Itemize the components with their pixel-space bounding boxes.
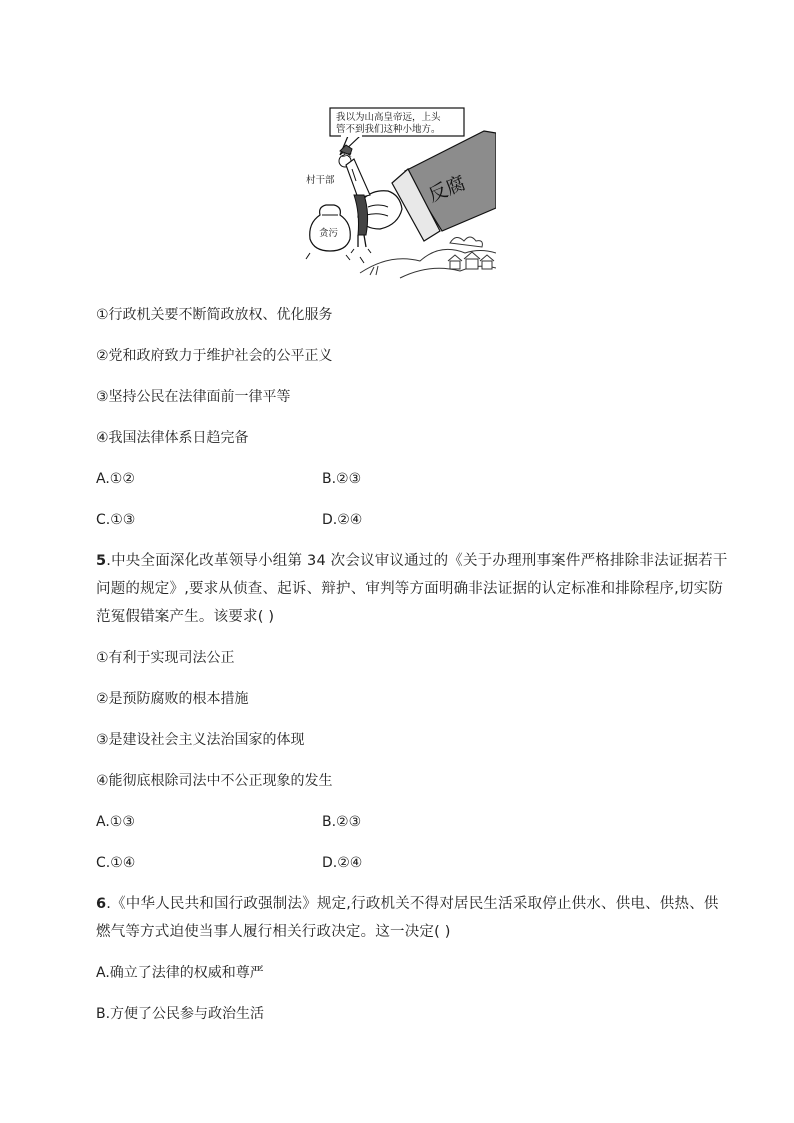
q4-choice-b[interactable]: B.②③ xyxy=(322,471,362,487)
q4-option-1: ①行政机关要不断简政放权、优化服务 xyxy=(96,307,333,323)
q5-choice-c[interactable]: C.①④ xyxy=(96,855,136,871)
q4-option-2: ②党和政府致力于维护社会的公平正义 xyxy=(96,348,333,364)
q5-choice-d[interactable]: D.②④ xyxy=(322,855,363,871)
q6-choice-a[interactable]: A.确立了法律的权威和尊严 xyxy=(96,965,264,981)
q6-stem-line-2: 燃气等方式迫使当事人履行相关行政决定。这一决定( ) xyxy=(96,924,451,940)
q5-stem-line-3: 范冤假错案产生。该要求( ) xyxy=(96,609,275,625)
q4-option-4: ④我国法律体系日趋完备 xyxy=(96,430,249,446)
q4-choice-c[interactable]: C.①③ xyxy=(96,512,136,528)
sleeve-label: 反腐 xyxy=(425,171,469,207)
q5-option-3: ③是建设社会主义法治国家的体现 xyxy=(96,732,305,748)
landscape xyxy=(360,237,496,278)
q5-option-1: ①有利于实现司法公正 xyxy=(96,650,235,666)
anti-corruption-cartoon xyxy=(300,103,496,279)
q5-stem-line-1: 5.中央全面深化改革领导小组第 34 次会议审议通过的《关于办理刑事案件严格排除非法证据若干 xyxy=(96,553,728,569)
money-bag xyxy=(306,205,364,263)
q5-choice-a[interactable]: A.①③ xyxy=(96,814,135,830)
q4-choice-a[interactable]: A.①② xyxy=(96,471,135,487)
bag-label: 贪污 xyxy=(319,228,339,239)
q5-stem-line-2: 问题的规定》,要求从侦查、起诉、辩护、审判等方面明确非法证据的认定标准和排除程序,切实防 xyxy=(96,581,724,597)
anti-corruption-arm xyxy=(358,131,496,241)
q5-choice-b[interactable]: B.②③ xyxy=(322,814,362,830)
q5-option-2: ②是预防腐败的根本措施 xyxy=(96,691,249,707)
speech-line-2: 管不到我们这种小地方。 xyxy=(336,124,441,135)
q6-stem-line-1: 6.《中华人民共和国行政强制法》规定,行政机关不得对居民生活采取停止供水、供电、供热、供 xyxy=(96,896,719,912)
svg-text:z z: z z xyxy=(342,151,352,159)
q4-choice-d[interactable]: D.②④ xyxy=(322,512,363,528)
q6-choice-b[interactable]: B.方便了公民参与政治生活 xyxy=(96,1006,265,1022)
q6-number: 6 xyxy=(96,896,107,912)
q5-option-4: ④能彻底根除司法中不公正现象的发生 xyxy=(96,773,333,789)
official-label: 村干部 xyxy=(306,175,335,186)
q5-number: 5 xyxy=(96,553,107,569)
q4-option-3: ③坚持公民在法律面前一律平等 xyxy=(96,389,291,405)
speech-line-1: 我以为山高皇帝远，上头 xyxy=(336,112,441,123)
